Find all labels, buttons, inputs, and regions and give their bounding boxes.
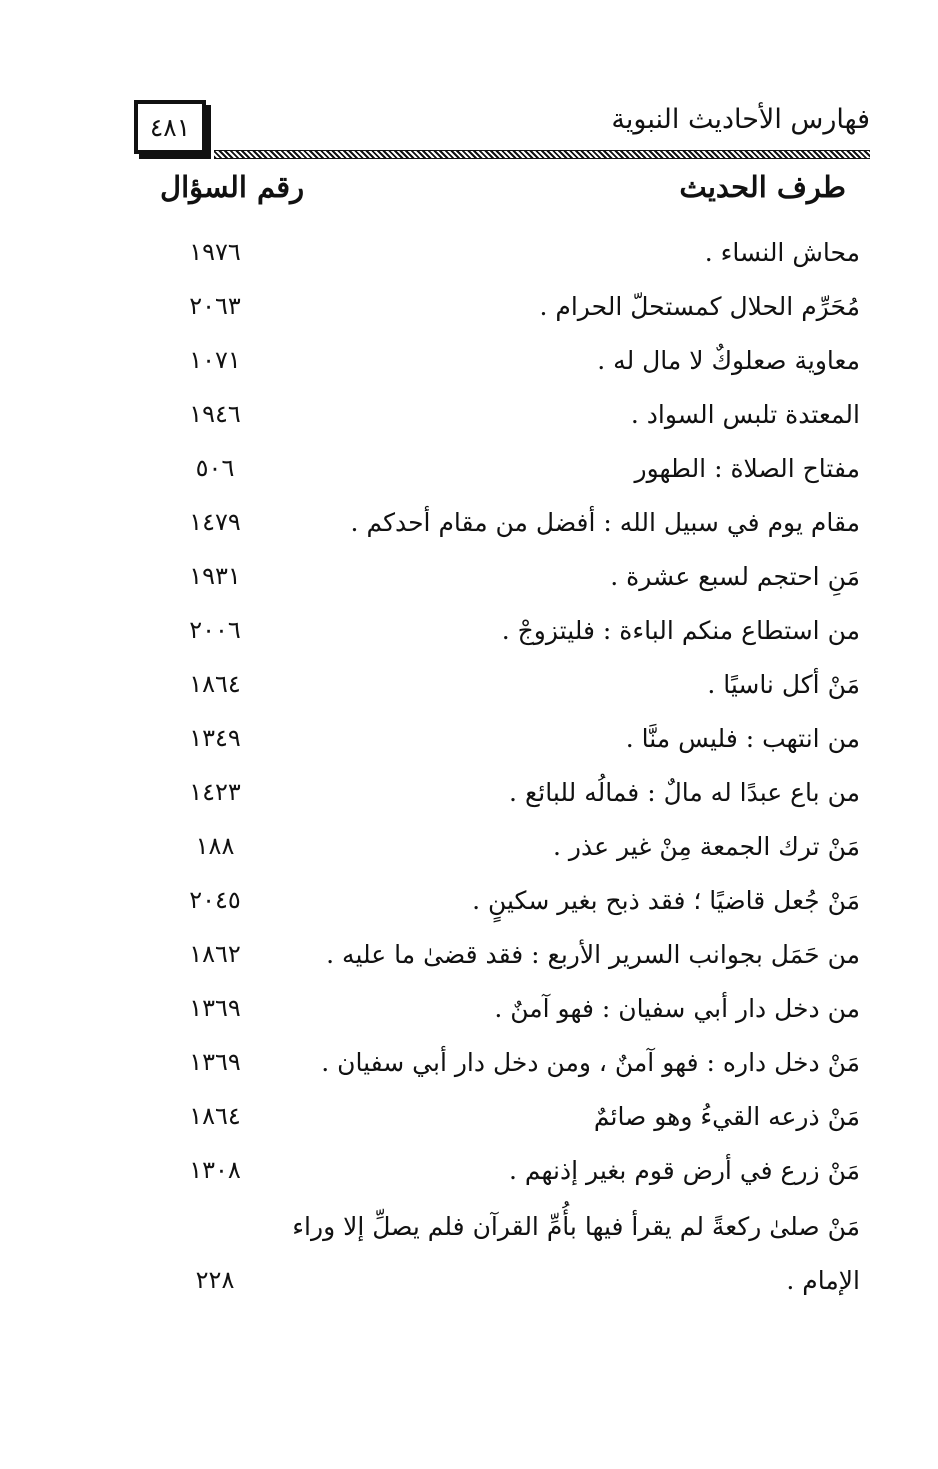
question-number-column-heading: رقم السؤال [160,170,305,204]
entry-row [0,346,938,400]
entry-number: ٢٠٦٣ [189,292,241,320]
entry-row [0,940,938,994]
entry-number: ١٩٧٦ [189,238,241,266]
entry-text: مَنْ زرع في أرض قوم بغير إذنهم . [509,1156,860,1185]
entry-row [0,832,938,886]
entry-row [0,238,938,292]
entry-text: من حَمَل بجوانب السرير الأربع : فقد قضىٰ ما عليه . [326,940,860,969]
entry-row [0,616,938,670]
entry-text: من باع عبدًا له مالٌ : فمالُه للبائع . [509,778,860,807]
entry-row [0,1156,938,1210]
entry-text: مَنْ ترك الجمعة مِنْ غير عذر . [553,832,860,861]
entry-row [0,886,938,940]
hadith-column-heading: طرف الحديث [679,170,846,204]
entry-text: مُحَرِّم الحلال كمستحلّ الحرام . [539,292,860,321]
entry-text: من استطاع منكم الباءة : فليتزوجْ . [501,616,860,645]
entry-number: ١٣٤٩ [189,724,241,752]
entry-row [0,724,938,778]
entry-text: مَنْ أكل ناسيًا . [707,670,860,699]
entry-number: ١٨٦٤ [189,1102,241,1130]
entry-text: من دخل دار أبي سفيان : فهو آمنٌ . [494,994,860,1023]
entry-number: ١٩٣١ [189,562,241,590]
page-header [134,100,870,164]
entry-text: مَنِ احتجم لسبع عشرة . [610,562,860,591]
entry-text-continuation: الإمام . [786,1266,860,1295]
running-title: فهارس الأحاديث النبوية [611,104,870,135]
entry-number: ٢٠٤٥ [189,886,241,914]
entry-number: ١٣٦٩ [189,994,241,1022]
entry-number: ٢٢٨ [195,1266,235,1294]
entry-row [0,292,938,346]
header-rule [214,150,870,159]
entry-row [0,778,938,832]
entry-number: ١٤٧٩ [189,508,241,536]
entry-text: من انتهب : فليس منَّا . [625,724,860,753]
entry-row [0,1048,938,1102]
entry-text: معاوية صعلوكٌ لا مال له . [597,346,860,375]
entry-text: المعتدة تلبس السواد . [630,400,860,429]
entry-number: ١٨٦٤ [189,670,241,698]
entry-row [0,508,938,562]
entry-text: مَنْ صلىٰ ركعةً لم يقرأ فيها بأُمِّ القرآن فلم يصلِّ إلا وراء [292,1212,860,1241]
entry-text: مقام يوم في سبيل الله : أفضل من مقام أحدكم . [350,508,860,537]
entry-number: ١٨٨ [195,832,235,860]
entry-row [0,1212,938,1266]
entry-text: مَنْ دخل داره : فهو آمنٌ ، ومن دخل دار أبي سفيان . [321,1048,860,1077]
entry-number: ٢٠٠٦ [189,616,241,644]
entry-text: مَنْ ذرعه القيءُ وهو صائمٌ [593,1102,860,1131]
entry-row [0,670,938,724]
entry-number: ١٩٤٦ [189,400,241,428]
entry-number: ١٠٧١ [189,346,241,374]
entry-number: ٥٠٦ [195,454,235,482]
entry-text: مفتاح الصلاة : الطهور [634,454,860,483]
entry-row [0,562,938,616]
page-number: ٤٨١ [134,100,206,154]
entry-row [0,994,938,1048]
entry-number: ١٣٦٩ [189,1048,241,1076]
entry-number: ١٣٠٨ [189,1156,241,1184]
entry-number: ١٤٢٣ [189,778,241,806]
entry-text: مَنْ جُعل قاضيًا ؛ فقد ذبح بغير سكينٍ . [472,886,860,915]
entry-number: ١٨٦٢ [189,940,241,968]
entry-row [0,1102,938,1156]
entry-text: محاش النساء . [704,238,860,267]
entry-row [0,454,938,508]
entry-row-continuation [0,1266,938,1320]
entry-row [0,400,938,454]
